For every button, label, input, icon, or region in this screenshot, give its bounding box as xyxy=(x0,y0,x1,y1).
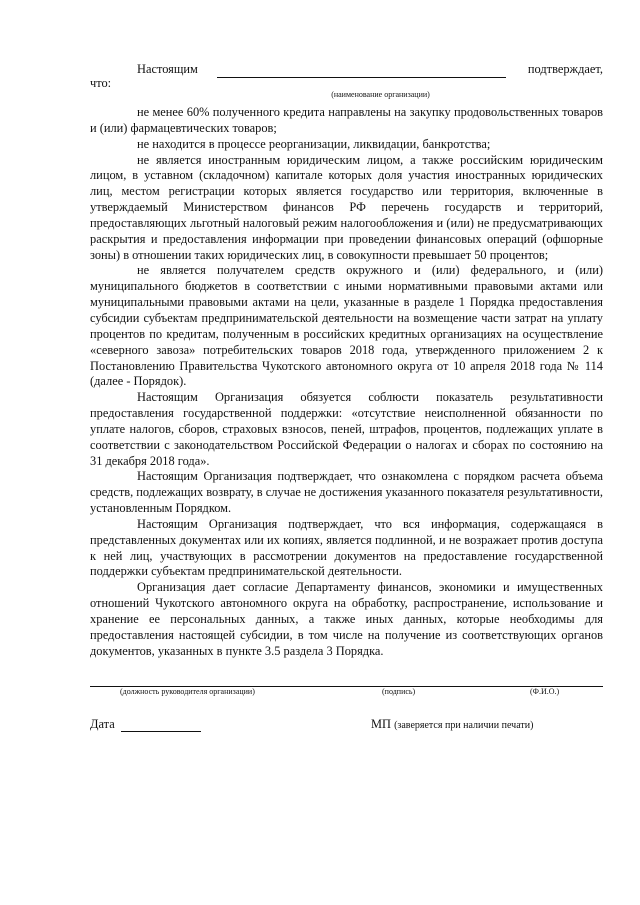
intro-first-word: Настоящим xyxy=(137,62,198,76)
paragraph-credit: не менее 60% полученного кредита направлены на закупку продовольственных товаров и (или) фармацевтических товаров; xyxy=(90,105,603,135)
intro-verb: подтверждает, xyxy=(527,62,603,76)
mp-label: МП xyxy=(371,717,391,731)
document-body xyxy=(90,58,603,660)
paragraph-performance-indicator: Настоящим Организация обязуется соблюсти показатель результативности предоставления государственной поддержки: «отсутствие неисполненной обязанности по уплате налогов, сборов, страховых взносов, пеней, штрафов, процентов, подлежащих уплате в соответствии с законодательством Российской Федерации о налогах и сборах по состоянию на 31 декабря 2018 года». xyxy=(90,390,603,468)
stamp-field xyxy=(371,717,533,732)
position-caption: (должность руководителя организации) xyxy=(120,687,255,696)
organization-name-blank xyxy=(217,77,506,78)
mp-note: (заверяется при наличии печати) xyxy=(394,720,534,731)
date-field xyxy=(90,717,201,732)
paragraph-reorganization: не находится в процессе реорганизации, ликвидации, банкротства; xyxy=(137,136,491,151)
organization-caption: (наименование организации) xyxy=(331,90,430,99)
signature-caption: (подпись) xyxy=(382,687,416,696)
paragraph-budget-funds: не является получателем средств окружного и (или) федерального, и (или) муниципального бюджетов в соответствии с иными нормативными правовыми актами или муниципальными правовыми актами на цели, указанные в разделе 1 Порядка предоставления субсидии субъектам предпринимательской деятельности на возмещение части затрат на уплату процентов по кредитам, полученным в российских кредитных организациях на осуществление «северного завоза» потребительских товаров 2018 года, утвержденного приложением 2 к Постановлению Правительства Чукотского автономного округа от 10 апреля 2018 года № 114 (далее - Порядок). xyxy=(90,263,603,389)
paragraph-authenticity: Настоящим Организация подтверждает, что вся информация, содержащаяся в представленных документах или их копиях, является подлинной, и не возражает против доступа к ней лиц, участвующих в рассмотрении документов на предоставление государственной поддержки субъектам предпринимательской деятельности. xyxy=(90,516,603,579)
paragraph-refund-calculation: Настоящим Организация подтверждает, что ознакомлена с порядком расчета объема средств, подлежащих возврату, в случае не достижения указанного показателя результативности, установленным Порядком. xyxy=(90,469,603,516)
name-caption: (Ф.И.О.) xyxy=(530,687,560,696)
date-label: Дата xyxy=(90,717,115,731)
signature-line xyxy=(90,686,603,696)
paragraph-foreign-entity: не является иностранным юридическим лицом, а также российским юридическим лицом, в уставном (складочном) капитале которых доля участия иностранных юридических лиц, местом регистрации которых является государство или территория, включенные в утверждаемый Министерством финансов РФ перечень государств и территорий, предоставляющих льготный налоговый режим налогообложения и (или) не предусматривающих раскрытия и предоставления информации при проведении финансовых операций (офшорные зоны) в отношении таких юридических лиц, в совокупности превышает 50 процентов; xyxy=(90,152,603,262)
date-blank xyxy=(121,719,201,732)
intro-tail: что: xyxy=(90,76,112,90)
paragraph-data-consent: Организация дает согласие Департаменту финансов, экономики и имущественных отношений Чукотского автономного округа на обработку, распространение, использование и хранение ее персональных данных, а также иных данных, которые необходимы для предоставления настоящей субсидии, в том числе на получение из соответствующих органов документов, указанных в пункте 3.5 раздела 3 Порядка. xyxy=(90,580,603,658)
intro-line xyxy=(90,58,603,90)
